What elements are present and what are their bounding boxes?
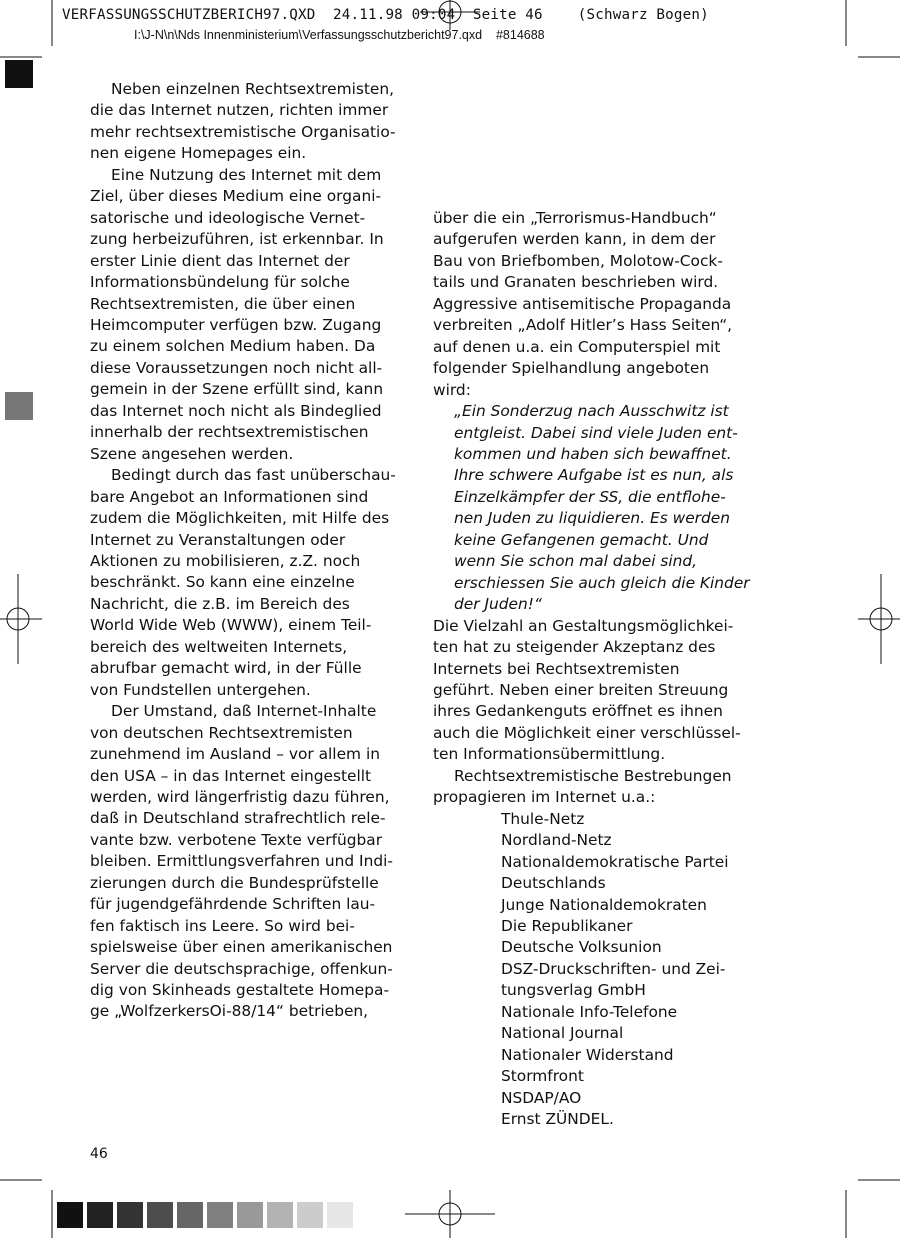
registration-mark-bottom	[405, 1190, 495, 1238]
quote-line: entgleist. Dabei sind viele Juden ent-	[454, 423, 738, 442]
text-line: beschränkt. So kann eine einzelne	[90, 573, 355, 592]
text-line: diese Voraussetzungen noch nicht all-	[90, 358, 383, 377]
text-line: erster Linie dient das Internet der	[90, 251, 350, 270]
text-line: Aggressive antisemitische Propaganda	[433, 294, 732, 313]
text-line: zudem die Möglichkeiten, mit Hilfe des	[90, 509, 390, 528]
text-line: verbreiten „Adolf Hitler’s Hass Seiten“,	[433, 316, 733, 335]
text-line: zierungen durch die Bundesprüfstelle	[90, 873, 379, 892]
quote-line: keine Gefangenen gemacht. Und	[454, 530, 709, 549]
text-line: zung herbeizuführen, ist erkennbar. In	[90, 230, 384, 249]
gray-swatch	[237, 1202, 263, 1228]
text-line: propagieren im Internet u.a.:	[433, 788, 656, 807]
text-line: zu einem solchen Medium haben. Da	[90, 337, 376, 356]
text-line: bleiben. Ermittlungsverfahren und Indi-	[90, 852, 393, 871]
organization-item: Stormfront	[501, 1067, 584, 1086]
organization-item: National Journal	[501, 1024, 624, 1043]
quote-line: Ihre schwere Aufgabe ist es nun, als	[454, 466, 734, 485]
text-line: Rechtsextremisten, die über einen	[90, 294, 356, 313]
text-line: bare Angebot an Informationen sind	[90, 487, 369, 506]
organization-item: Deutschlands	[501, 874, 606, 893]
quote-line: Einzelkämpfer der SS, die entflohe-	[454, 487, 726, 506]
organization-item: Thule-Netz	[501, 809, 585, 828]
text-line: spielsweise über einen amerikanischen	[90, 938, 393, 957]
text-line: mehr rechtsextremistische Organisatio-	[90, 122, 396, 141]
quote-line: nen Juden zu liquidieren. Es werden	[454, 509, 730, 528]
gray-swatch	[177, 1202, 203, 1228]
organization-item: Junge Nationaldemokraten	[501, 895, 707, 914]
text-line: geführt. Neben einer breiten Streuung	[433, 680, 729, 699]
text-line: nen eigene Homepages ein.	[90, 144, 307, 163]
organization-item: Nationaler Widerstand	[501, 1045, 674, 1064]
registration-mark-right	[858, 574, 900, 664]
text-line: folgender Spielhandlung angeboten	[433, 359, 710, 378]
right-column	[433, 208, 753, 1130]
page-number: 46	[90, 1146, 108, 1162]
gray-swatch	[57, 1202, 83, 1228]
quote-line: der Juden!“	[454, 595, 542, 614]
text-line: aufgerufen werden kann, in dem der	[433, 230, 716, 249]
organization-item: DSZ-Druckschriften- und Zei-	[501, 959, 726, 978]
organization-item: tungsverlag GmbH	[501, 981, 646, 1000]
gray-swatch	[87, 1202, 113, 1228]
text-line: Internets bei Rechtsextremisten	[433, 659, 680, 678]
text-line: Eine Nutzung des Internet mit dem	[111, 165, 382, 184]
quote-line: erschiessen Sie auch gleich die Kinder	[454, 573, 750, 592]
text-line: ge „WolfzerkersOi-88/14“ betrieben,	[90, 1002, 369, 1021]
text-line: Der Umstand, daß Internet-Inhalte	[111, 702, 377, 721]
text-line: Rechtsextremistische Bestrebungen	[454, 766, 732, 785]
right-intro-paragraph	[433, 208, 753, 401]
organization-item: Nationale Info-Telefone	[501, 1002, 678, 1021]
black-square-mark	[5, 60, 33, 88]
quote-line: wenn Sie schon mal dabei sind,	[454, 552, 698, 571]
quote-line: „Ein Sonderzug nach Ausschwitz ist	[454, 402, 729, 421]
text-line: den USA – in das Internet eingestellt	[90, 766, 372, 785]
text-line: innerhalb der rechtsextremistischen	[90, 423, 369, 442]
registration-mark-left	[0, 574, 42, 664]
gray-swatch	[297, 1202, 323, 1228]
file-slug: VERFASSUNGSSCHUTZBERICH97.QXD 24.11.98 09:04 Seite 46 (Schwarz Bogen)	[62, 7, 709, 23]
gray-swatch	[267, 1202, 293, 1228]
text-line: auch die Möglichkeit einer verschlüssel-	[433, 723, 741, 742]
text-line: Informationsbündelung für solche	[90, 273, 350, 292]
text-line: Neben einzelnen Rechtsextremisten,	[111, 80, 395, 98]
text-line: von deutschen Rechtsextremisten	[90, 723, 353, 742]
quote-line: kommen und haben sich bewaffnet.	[454, 444, 732, 463]
text-line: ten hat zu steigender Akzeptanz des	[433, 638, 716, 657]
text-line: ihres Gedankenguts eröffnet es ihnen	[433, 702, 723, 721]
text-line: für jugendgefährdende Schriften lau-	[90, 895, 376, 914]
text-line: von Fundstellen untergehen.	[90, 680, 311, 699]
gray-swatch	[117, 1202, 143, 1228]
text-line: auf denen u.a. ein Computerspiel mit	[433, 337, 721, 356]
text-line: abrufbar gemacht wird, in der Fülle	[90, 659, 362, 678]
text-line: satorische und ideologische Vernet-	[90, 208, 366, 227]
text-line: die das Internet nutzen, richten immer	[90, 101, 389, 120]
text-line: gemein in der Szene erfüllt sind, kann	[90, 380, 384, 399]
file-path: I:\J-N\n\Nds Innenministerium\Verfassungsschutzbericht97.qxd #814688	[134, 28, 545, 42]
right-paragraphs	[433, 616, 753, 809]
text-line: vante bzw. verbotene Texte verfügbar	[90, 830, 383, 849]
text-line: fen faktisch ins Leere. So wird bei-	[90, 916, 355, 935]
text-line: das Internet noch nicht als Bindeglied	[90, 401, 382, 420]
text-line: Aktionen zu mobilisieren, z.Z. noch	[90, 551, 361, 570]
left-column	[90, 79, 405, 1023]
organization-list	[433, 809, 753, 1131]
organization-item: Ernst ZÜNDEL.	[501, 1110, 614, 1129]
gray-swatch	[327, 1202, 353, 1228]
text-line: Ziel, über dieses Medium eine organi-	[90, 187, 382, 206]
text-line: bereich des weltweiten Internets,	[90, 637, 348, 656]
text-line: zunehmend im Ausland – vor allem in	[90, 745, 380, 764]
text-line: Heimcomputer verfügen bzw. Zugang	[90, 315, 382, 334]
organization-item: NSDAP/AO	[501, 1088, 582, 1107]
text-line: Nachricht, die z.B. im Bereich des	[90, 594, 350, 613]
gray-square-mark	[5, 392, 33, 420]
text-line: dig von Skinheads gestaltete Homepa-	[90, 981, 390, 1000]
text-line: World Wide Web (WWW), einem Teil-	[90, 616, 372, 635]
text-line: Internet zu Veranstaltungen oder	[90, 530, 346, 549]
text-line: wird:	[433, 380, 471, 399]
gray-swatch	[207, 1202, 233, 1228]
text-line: über die ein „Terrorismus-Handbuch“	[433, 209, 717, 227]
text-line: daß in Deutschland strafrechtlich rele-	[90, 809, 386, 828]
text-line: tails und Granaten beschrieben wird.	[433, 273, 719, 292]
text-line: werden, wird längerfristig dazu führen,	[90, 787, 390, 806]
text-line: Szene angesehen werden.	[90, 444, 294, 463]
text-line: Bau von Briefbomben, Molotow-Cock-	[433, 251, 723, 270]
organization-item: Nordland-Netz	[501, 831, 612, 850]
organization-item: Die Republikaner	[501, 916, 633, 935]
organization-item: Nationaldemokratische Partei	[501, 852, 729, 871]
text-line: ten Informationsübermittlung.	[433, 745, 666, 764]
text-line: Server die deutschsprachige, offenkun-	[90, 959, 393, 978]
quoted-game-description	[433, 401, 753, 616]
text-line: Die Vielzahl an Gestaltungsmöglichkei-	[433, 616, 734, 635]
gray-swatch	[147, 1202, 173, 1228]
text-line: Bedingt durch das fast unüberschau-	[111, 466, 396, 485]
organization-item: Deutsche Volksunion	[501, 938, 662, 957]
